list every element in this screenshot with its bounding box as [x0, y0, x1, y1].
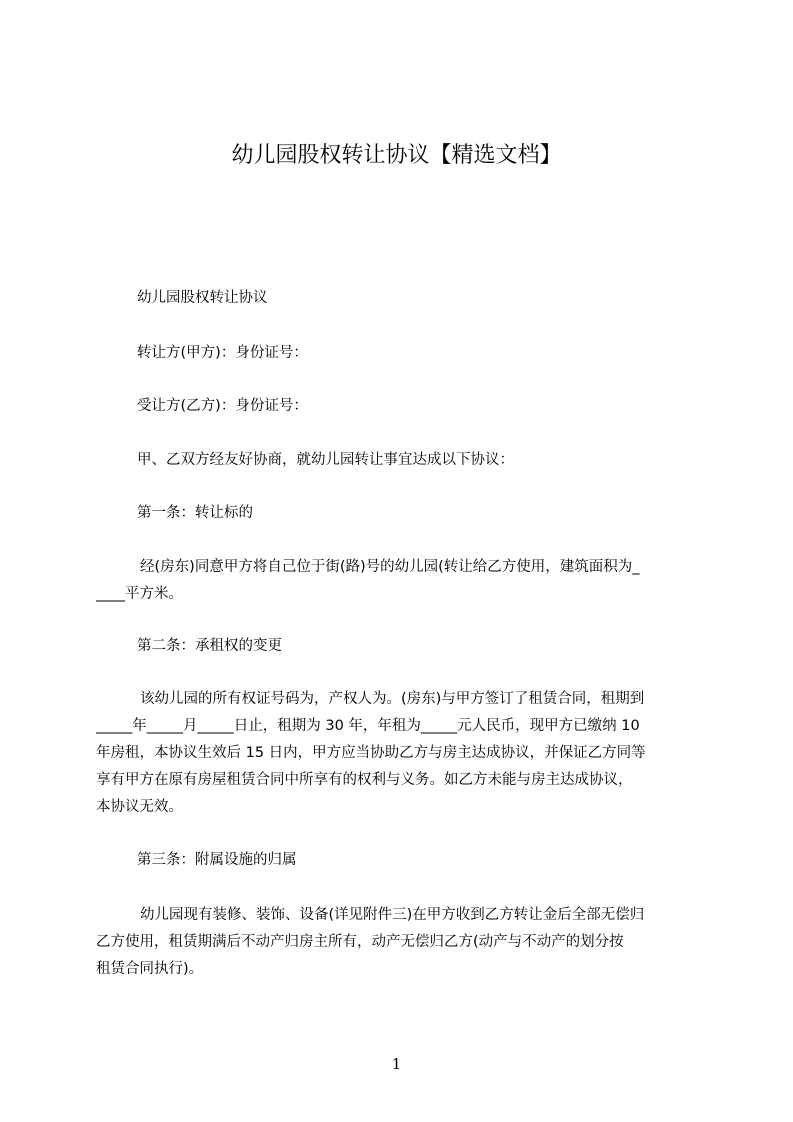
intro-text: 甲、乙双方经友好协商，就幼儿园转让事宜达成以下协议： — [137, 452, 514, 468]
article-2-line: _____年_____月_____日止，租期为 30 年，年租为_____元人民币，现甲方已缴纳 10 — [96, 718, 640, 734]
article-2-line: 本协议无效。 — [96, 799, 183, 815]
transferee-text: 受让方(乙方)：身份证号： — [137, 398, 308, 414]
article-1-line: 经(房东)同意甲方将自己位于街(路)号的幼儿园(转让给乙方使用，建筑面积为_ — [140, 559, 640, 575]
article-2-body — [96, 686, 700, 821]
article-2-heading-text: 第二条：承租权的变更 — [137, 638, 282, 654]
article-3-line: 幼儿园现有装修、装饰、设备(详见附件三)在甲方收到乙方转让金后全部无偿归 — [140, 907, 645, 923]
article-2-heading — [96, 633, 700, 660]
article-1-heading — [96, 500, 700, 527]
agreement-subtitle — [96, 285, 700, 312]
article-2-line: 年房租，本协议生效后 15 日内，甲方应当协助乙方与房主达成协议，并保证乙方同等 — [96, 745, 646, 761]
transferor-line — [96, 340, 700, 367]
article-3-heading-text: 第三条：附属设施的归属 — [137, 852, 297, 868]
intro-paragraph — [96, 447, 700, 474]
transferee-line — [96, 393, 700, 420]
article-2-line: 享有甲方在原有房屋租赁合同中所享有的权利与义务。如乙方未能与房主达成协议， — [96, 772, 633, 788]
article-1-body — [96, 554, 700, 608]
agreement-subtitle-text: 幼儿园股权转让协议 — [137, 290, 268, 306]
article-3-body — [96, 902, 700, 983]
article-3-line: 租赁合同执行)。 — [96, 961, 204, 977]
article-3-line: 乙方使用，租赁期满后不动产归房主所有，动产无偿归乙方(动产与不动产的划分按 — [96, 934, 624, 950]
article-1-line: ____平方米。 — [96, 586, 183, 602]
document-title: 幼儿园股权转让协议【精选文档】 — [231, 143, 562, 168]
article-3-heading — [96, 847, 700, 874]
page-number: 1 — [391, 1055, 402, 1073]
transferor-text: 转让方(甲方)：身份证号： — [137, 345, 308, 361]
article-2-line: 该幼儿园的所有权证号码为，产权人为。(房东)与甲方签订了租赁合同，租期到 — [140, 691, 645, 707]
article-1-heading-text: 第一条：转让标的 — [137, 505, 253, 521]
